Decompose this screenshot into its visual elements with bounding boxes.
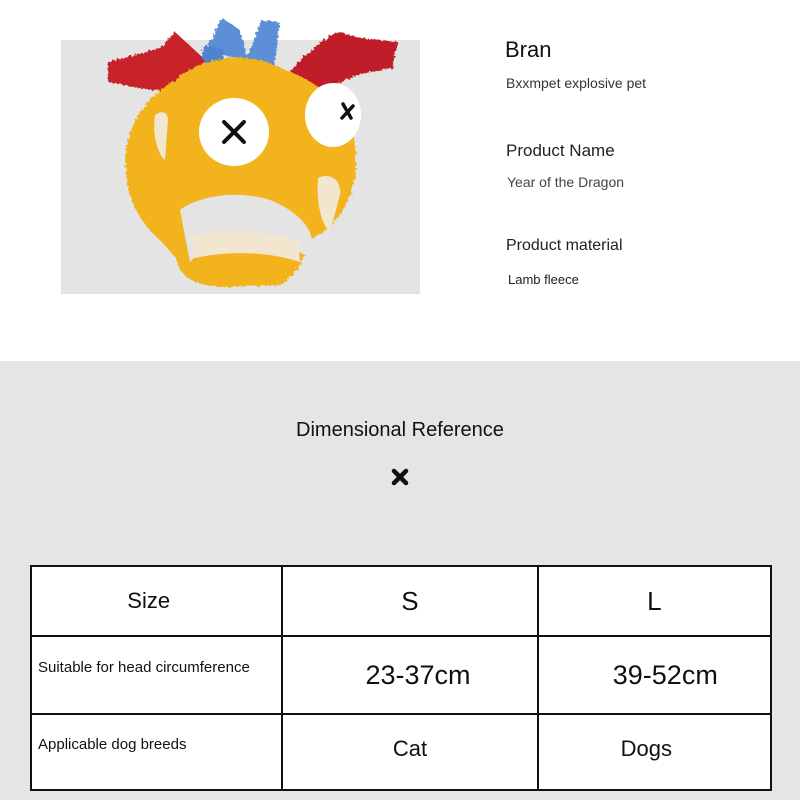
brand-heading: Bran	[505, 37, 552, 62]
head-circumference-l: 39-52cm	[538, 636, 771, 714]
brand-value: Bxxmpet explosive pet	[506, 75, 647, 91]
size-table	[30, 565, 772, 791]
section-title: Dimensional Reference	[296, 419, 504, 441]
right-eye	[305, 83, 361, 147]
table-header-row	[31, 566, 771, 636]
applicable-breed-l: Dogs	[538, 714, 771, 790]
product-name-value: Year of the Dragon	[507, 174, 625, 190]
row-label-head-circumference: Suitable for head circumference	[31, 636, 282, 714]
table-row	[31, 636, 771, 714]
header-size-s: S	[282, 566, 537, 636]
product-info-section	[0, 0, 800, 361]
applicable-breed-s: Cat	[282, 714, 537, 790]
dragon-hat-illustration	[0, 0, 800, 361]
header-size-l: L	[538, 566, 771, 636]
head-circumference-s: 23-37cm	[282, 636, 537, 714]
product-name-heading: Product Name	[506, 141, 615, 160]
product-material-value: Lamb fleece	[508, 272, 579, 287]
product-material-heading: Product material	[506, 237, 623, 254]
header-size-label: Size	[31, 566, 282, 636]
x-mark-icon	[390, 467, 410, 487]
left-eye	[199, 98, 269, 166]
dimensional-reference-section	[0, 361, 800, 800]
row-label-applicable-breeds: Applicable dog breeds	[31, 714, 282, 790]
table-row	[31, 714, 771, 790]
product-image	[61, 40, 420, 294]
